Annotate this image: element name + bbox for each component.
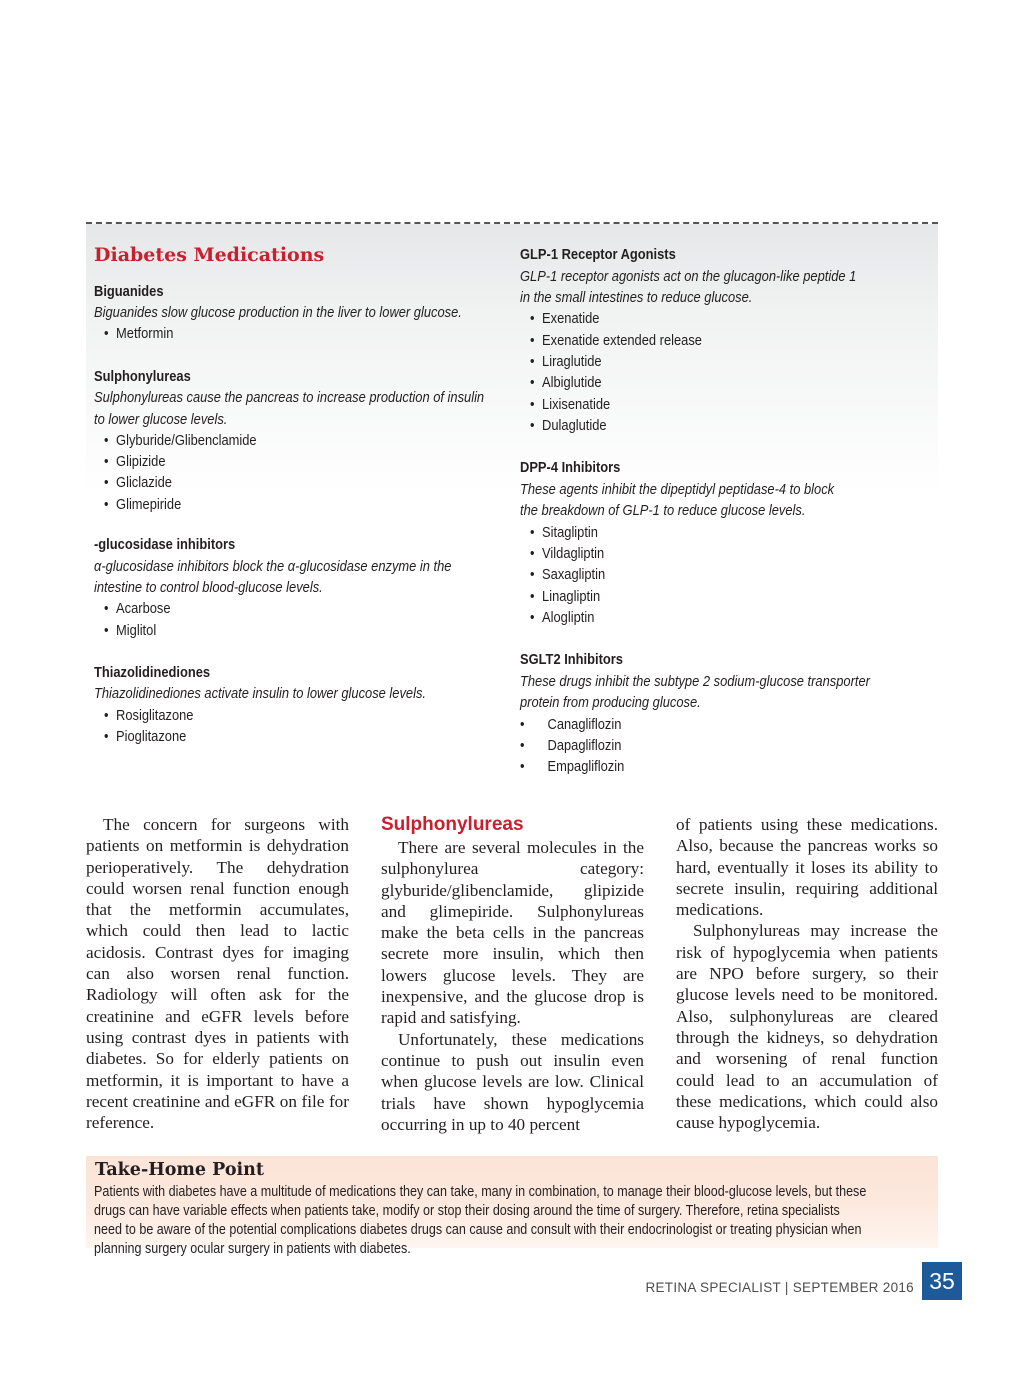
bullet-icon: •	[530, 417, 535, 434]
drug-list-item: • Exenatide extended release	[530, 332, 702, 349]
bullet-icon: •	[530, 609, 535, 626]
page-number: 35	[922, 1262, 962, 1300]
drug-class-description: Biguanides slow glucose production in the liver to lower glucose.	[94, 304, 462, 321]
take-home-line: planning surgery ocular surgery in patients with diabetes.	[94, 1241, 411, 1257]
bullet-icon: •	[104, 622, 109, 639]
drug-class-heading: Thiazolidinediones	[94, 664, 211, 681]
bullet-icon: •	[530, 524, 535, 541]
drug-list-item: • Metformin	[104, 325, 174, 342]
drug-list-item: • Dapagliflozin	[520, 737, 622, 754]
drug-class-description: α-glucosidase inhibitors block the α-glucosidase enzyme in the	[94, 558, 452, 575]
drug-class-heading: DPP-4 Inhibitors	[520, 459, 621, 476]
body-column-1	[86, 814, 349, 1133]
bullet-icon: •	[530, 353, 535, 370]
take-home-title: Take-Home Point	[95, 1160, 264, 1180]
drug-class-description: These drugs inhibit the subtype 2 sodium-glucose transporter	[520, 673, 870, 690]
bullet-icon: •	[530, 332, 535, 349]
drug-list-item: • Glipizide	[104, 453, 166, 470]
sidebar-title: Diabetes Medications	[94, 244, 325, 266]
bullet-icon: •	[104, 600, 109, 617]
drug-list-item: • Acarbose	[104, 600, 171, 617]
body-column-3	[676, 814, 938, 1133]
drug-class-description: These agents inhibit the dipeptidyl peptidase-4 to block	[520, 481, 835, 498]
bullet-icon: •	[104, 707, 109, 724]
bullet-icon: •	[104, 496, 109, 513]
bullet-icon: •	[530, 310, 535, 327]
drug-class-description: Sulphonylureas cause the pancreas to increase production of insulin	[94, 389, 485, 406]
bullet-icon: •	[520, 758, 525, 775]
drug-class-description: Thiazolidinediones activate insulin to lower glucose levels.	[94, 685, 427, 702]
body-paragraph: The concern for surgeons with patients on metformin is dehydration perioperatively. The dehydration could worsen renal function enough that the metformin accumulates, which could then lead to lactic acidosis. Contrast dyes for imaging can also worsen renal function. Radiology will often ask for the creatinine and eGFR levels before using contrast dyes in patients with diabetes. So for elderly patients on metformin, it is important to have a recent creatinine and eGFR on file for reference.	[86, 815, 349, 1133]
drug-class-description: to lower glucose levels.	[94, 411, 228, 428]
drug-list-item: • Saxagliptin	[530, 566, 606, 583]
drug-class-description: intestine to control blood-glucose levels.	[94, 579, 323, 596]
section-heading-sulphonylureas: Sulphonylureas	[381, 814, 524, 835]
bullet-icon: •	[530, 545, 535, 562]
drug-class-heading: Sulphonylureas	[94, 368, 191, 385]
drug-class-description: the breakdown of GLP-1 to reduce glucose levels.	[520, 502, 806, 519]
drug-list-item: • Rosiglitazone	[104, 707, 194, 724]
drug-class-heading: GLP-1 Receptor Agonists	[520, 246, 676, 263]
bullet-icon: •	[104, 728, 109, 745]
body-paragraph: of patients using these medications. Also, because the pancreas works so hard, eventually it loses its ability to secrete insulin, requiring additional medications.	[676, 815, 938, 920]
drug-list-item: • Linagliptin	[530, 588, 601, 605]
drug-class-description: protein from producing glucose.	[520, 694, 701, 711]
body-paragraph: Sulphonylureas may increase the risk of hypoglycemia when patients are NPO before surgery, so their glucose levels need to be monitored. Also, sulphonylureas are cleared through the kidneys, so dehydration and worsening of renal function could lead to an accumulation of these medications, which could also cause hypoglycemia.	[676, 921, 938, 1133]
drug-list-item: • Dulaglutide	[530, 417, 607, 434]
bullet-icon: •	[530, 374, 535, 391]
drug-list-item: • Miglitol	[104, 622, 157, 639]
drug-list-item: • Albiglutide	[530, 374, 602, 391]
drug-class-heading: Biguanides	[94, 283, 164, 300]
take-home-line: need to be aware of the potential complications diabetes drugs can cause and consult with their endocrinologist or treating physician when	[94, 1222, 862, 1238]
bullet-icon: •	[520, 716, 525, 733]
drug-class-description: GLP-1 receptor agonists act on the glucagon-like peptide 1	[520, 268, 857, 285]
take-home-point-box	[86, 1156, 938, 1257]
bullet-icon: •	[530, 566, 535, 583]
drug-list-item: • Canagliflozin	[520, 716, 622, 733]
bullet-icon: •	[520, 737, 525, 754]
drug-list-item: • Empagliflozin	[520, 758, 625, 775]
body-paragraph: Unfortunately, these medications continue to push out insulin even when glucose levels are low. Clinical trials have shown hypoglycemia occurring in up to 40 percent	[381, 1029, 644, 1134]
diabetes-medications-sidebar	[86, 222, 938, 790]
drug-list-item: • Liraglutide	[530, 353, 602, 370]
footer-publication: RETINA SPECIALIST | SEPTEMBER 2016	[645, 1280, 914, 1295]
drug-list-item: • Alogliptin	[530, 609, 595, 626]
drug-list-item: • Glyburide/Glibenclamide	[104, 432, 257, 449]
bullet-icon: •	[104, 474, 109, 491]
bullet-icon: •	[530, 396, 535, 413]
drug-list-item: • Gliclazide	[104, 474, 172, 491]
drug-list-item: • Vildagliptin	[530, 545, 605, 562]
bullet-icon: •	[104, 325, 109, 342]
body-column-2	[381, 814, 644, 1135]
drug-list-item: • Glimepiride	[104, 496, 182, 513]
drug-class-heading: -glucosidase inhibitors	[94, 536, 236, 553]
bullet-icon: •	[104, 432, 109, 449]
drug-list-item: • Lixisenatide	[530, 396, 611, 413]
drug-class-heading: SGLT2 Inhibitors	[520, 651, 623, 668]
bullet-icon: •	[104, 453, 109, 470]
drug-list-item: • Sitagliptin	[530, 524, 598, 541]
take-home-line: Patients with diabetes have a multitude of medications they can take, many in combination, to manage their blood-glucose levels, but these	[94, 1184, 867, 1200]
drug-list-item: • Pioglitazone	[104, 728, 187, 745]
take-home-line: drugs can have variable effects when patients take, modify or stop their dosing around the time of surgery. Therefore, retina specialists	[94, 1203, 840, 1219]
drug-class-description: in the small intestines to reduce glucose.	[520, 289, 753, 306]
bullet-icon: •	[530, 588, 535, 605]
drug-list-item: • Exenatide	[530, 310, 600, 327]
body-paragraph: There are several molecules in the sulphonylurea category: glyburide/glibenclamide, glipizide and glimepiride. Sulphonylureas make the beta cells in the pancreas secrete more insulin, which then lowers glucose levels. They are inexpensive, and the glucose drop is rapid and satisfying.	[381, 838, 644, 1028]
